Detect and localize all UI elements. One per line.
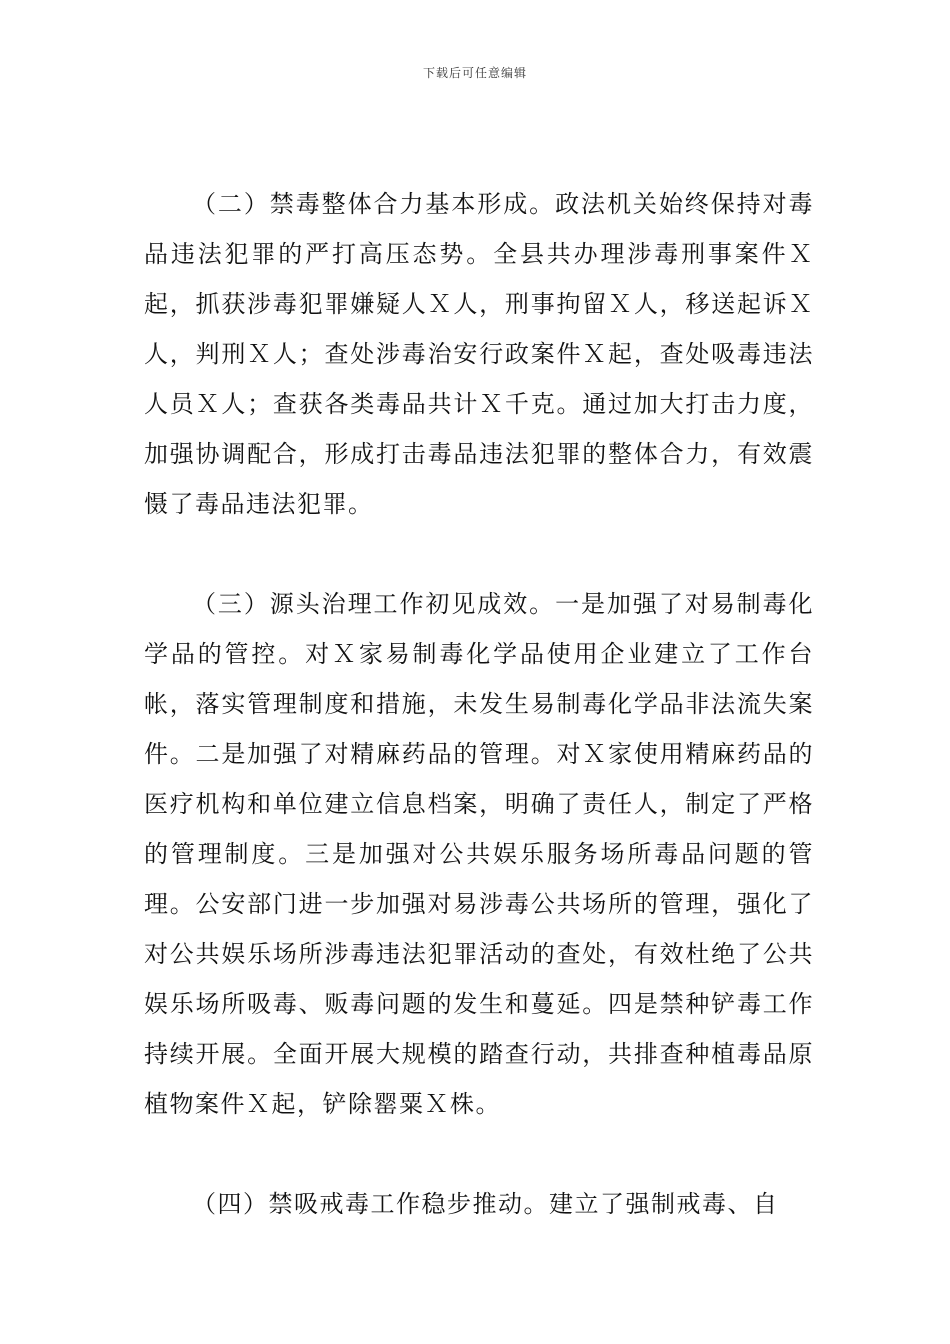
paragraph-section-4: （四）禁吸戒毒工作稳步推动。建立了强制戒毒、自 [192, 1190, 779, 1218]
page-header-note: 下载后可任意编辑 [422, 66, 527, 80]
paragraph-section-2: （二）禁毒整体合力基本形成。政法机关始终保持对毒品违法犯罪的严打高压态势。全县共办理涉毒刑事案件Ｘ起，抓获涉毒犯罪嫌疑人Ｘ人，刑事拘留Ｘ人，移送起诉Ｘ人，判刑Ｘ人；查处涉毒治安行政案件Ｘ起，查处吸毒违法人员Ｘ人；查获各类毒品共计Ｘ千克。通过加大打击力度，加强协调配合，形成打击毒品违法犯罪的整体合力，有效震慑了毒品违法犯罪。 [144, 190, 814, 518]
document-body [144, 179, 814, 1229]
paragraph-section-3: （三）源头治理工作初见成效。一是加强了对易制毒化学品的管控。对Ｘ家易制毒化学品使用企业建立了工作台帐，落实管理制度和措施，未发生易制毒化学品非法流失案件。二是加强了对精麻药品的管理。对Ｘ家使用精麻药品的医疗机构和单位建立信息档案，明确了责任人，制定了严格的管理制度。三是加强对公共娱乐服务场所毒品问题的管理。公安部门进一步加强对易涉毒公共场所的管理，强化了对公共娱乐场所涉毒违法犯罪活动的查处，有效杜绝了公共娱乐场所吸毒、贩毒问题的发生和蔓延。四是禁种铲毒工作持续开展。全面开展大规模的踏查行动，共排查种植毒品原植物案件Ｘ起，铲除罂粟Ｘ株。 [144, 590, 814, 1118]
